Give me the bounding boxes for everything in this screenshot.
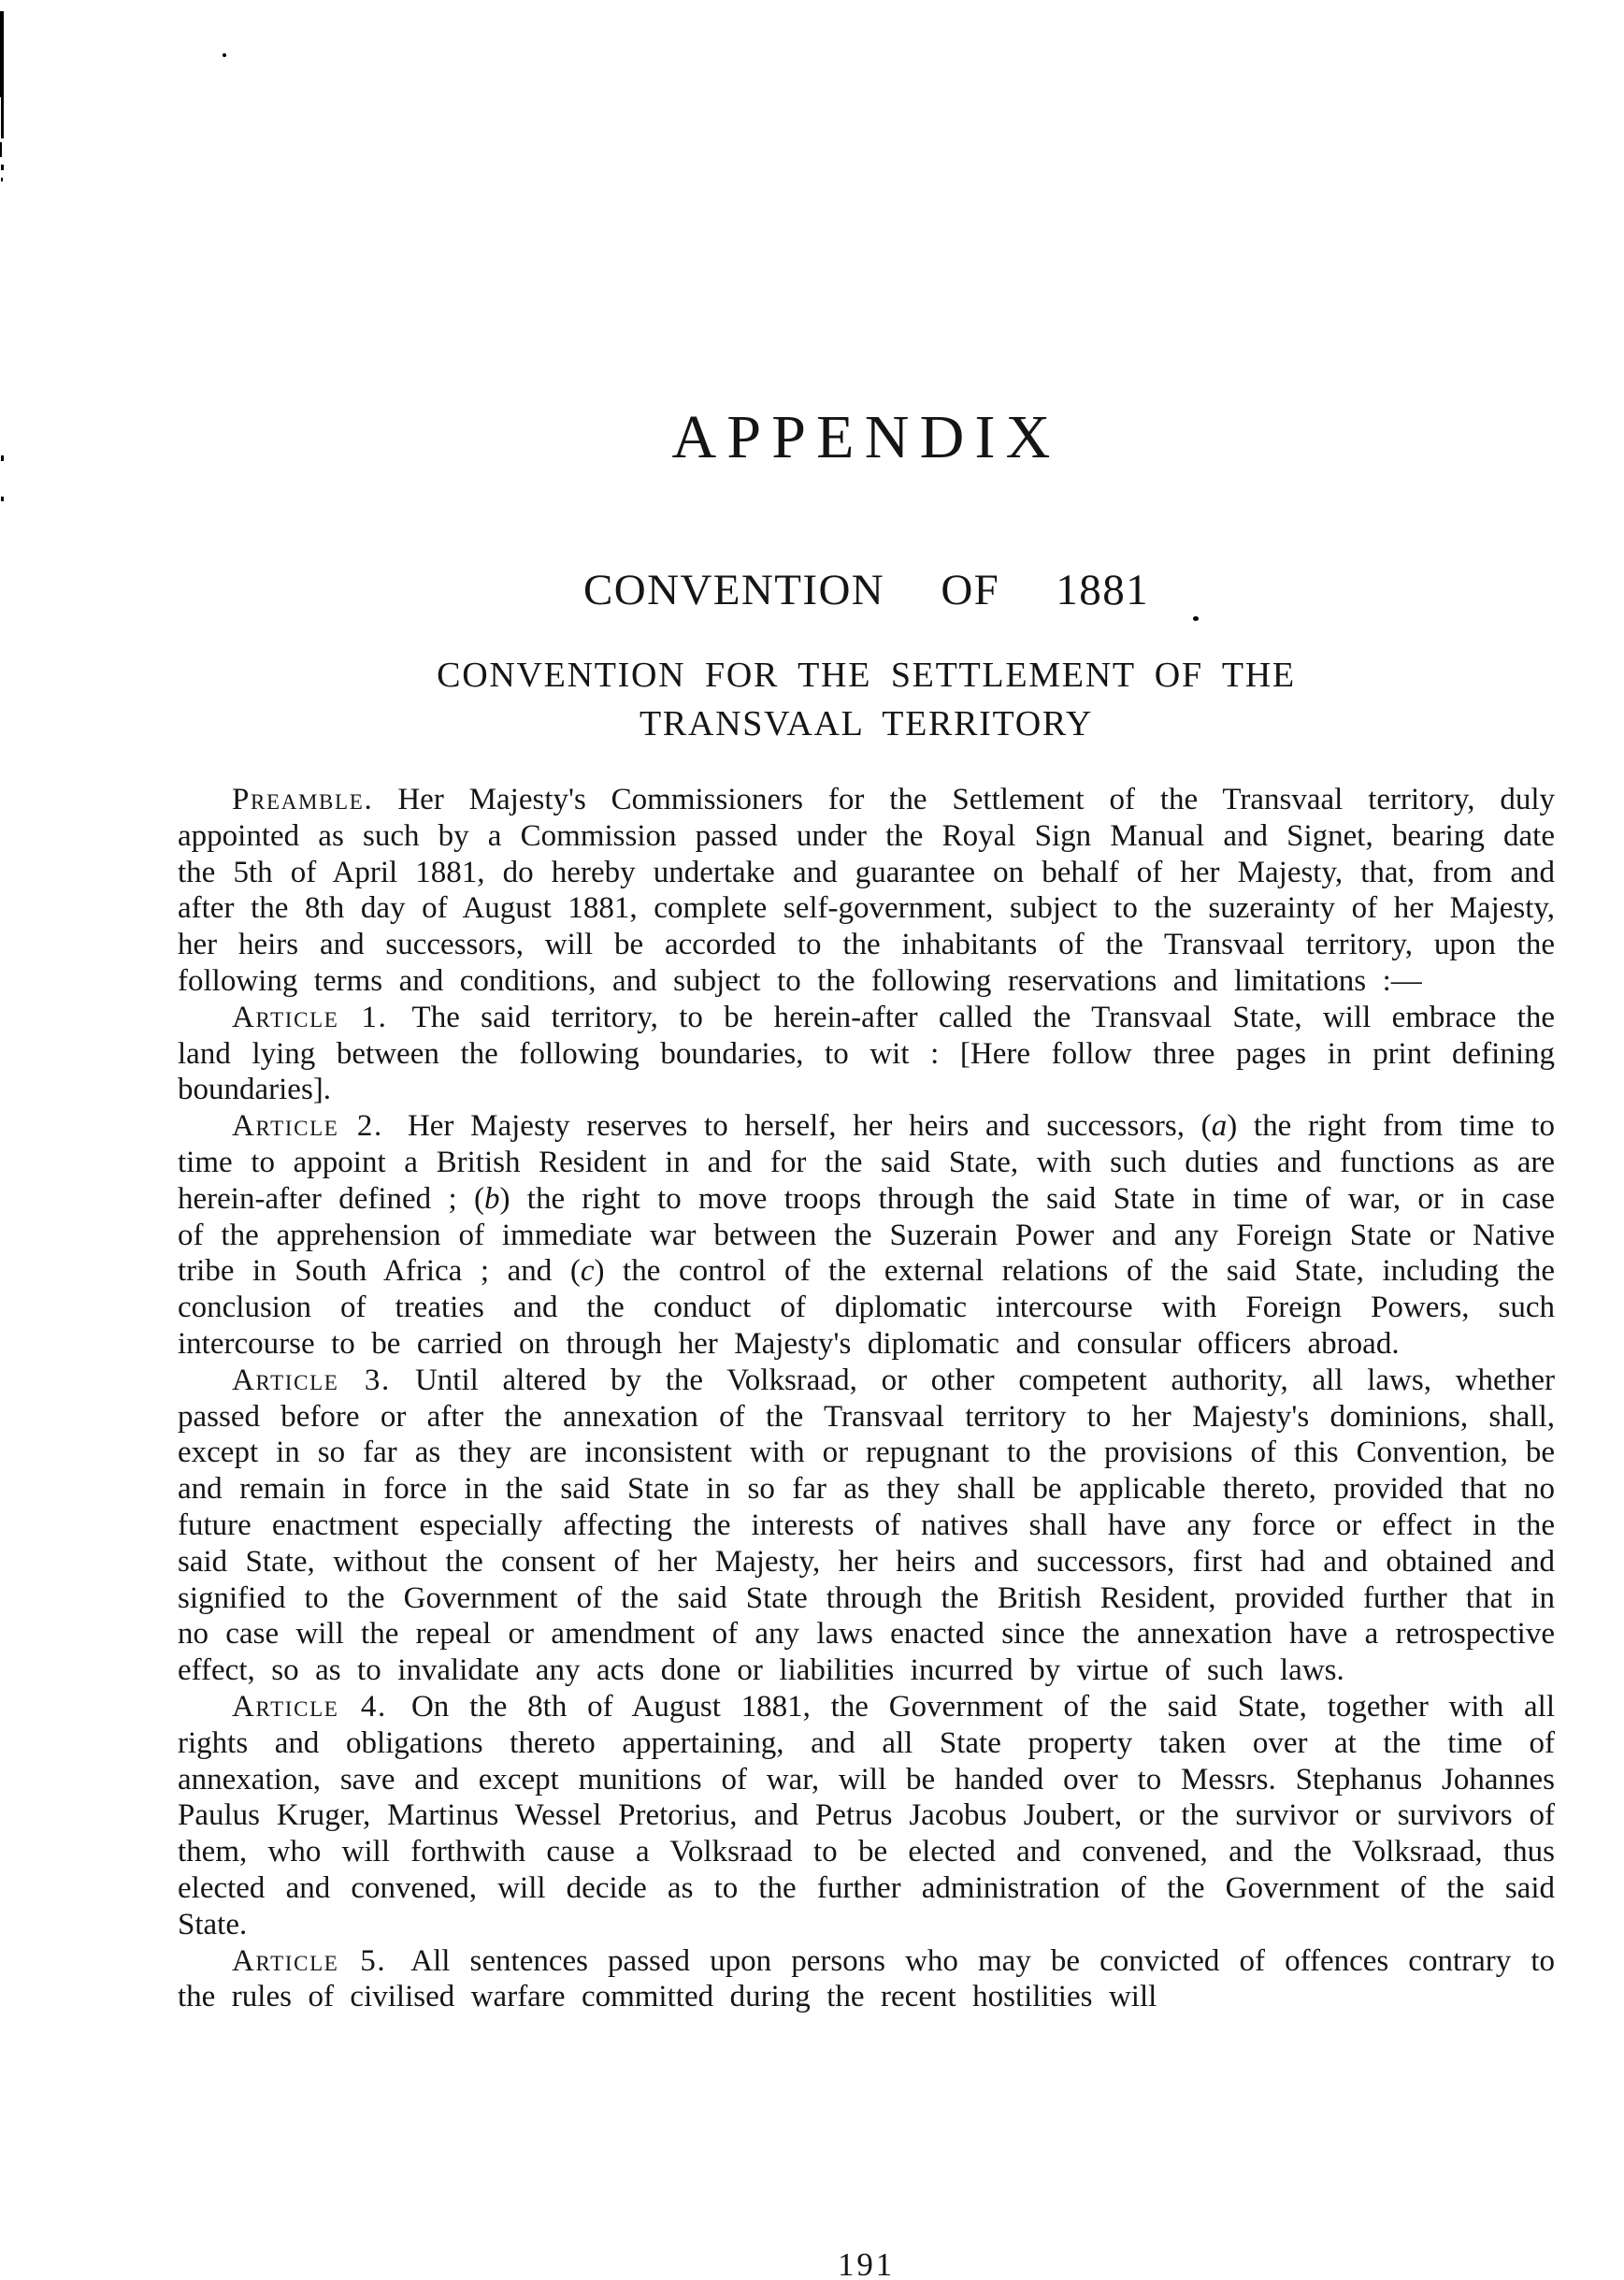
scan-speck — [1193, 616, 1199, 621]
scan-artifact-dot — [1, 165, 4, 170]
paragraph — [178, 1363, 1555, 1689]
scan-artifact-dot — [1, 455, 4, 461]
scan-artifact-dot — [1, 178, 3, 181]
paragraph — [178, 782, 1555, 1000]
scan-artifact-bar — [0, 142, 2, 157]
paragraph-body: Her Majesty reserves to herself, her heirs and successors, (a) the right from time to time to appoint a British Resident in and for the said State, with such duties and functions as are herein-after defined ; (b) the right to move troops through the said State in time of war, or in case of the apprehension of immediate war between the Suzerain Power and any Foreign State or Native tribe in South Africa ; and (c) the control of the external relations of the said State, including the conclusion of treaties and the conduct of diplomatic intercourse with Foreign Powers, such intercourse to be carried on through her Majesty's diplomatic and consular officers abroad. — [178, 1109, 1556, 1361]
subheading-line2: TRANSVAAL TERRITORY — [639, 704, 1094, 743]
paragraph-body: The said territory, to be herein-after called the Transvaal State, will embrace the land lying between the following boundaries, to wit : [Here follow three pages in print defining boundaries]. — [178, 1000, 1555, 1107]
paragraph-lead: Article 2. — [232, 1109, 383, 1144]
paragraph-lead: Article 5. — [232, 1943, 387, 1978]
paragraph-body: Her Majesty's Commissioners for the Settlement of the Transvaal territory, duly appointed as such by a Commission passed under the Royal Sign Manual and Signet, bearing date the 5th of April 1881, do hereby undertake and guarantee on behalf of her Majesty, that, from and after the 8th day of August 1881, complete self-government, subject to the suzerainty of her Majesty, her heirs and successors, will be accorded to the inhabitants of the Transvaal territory, upon the following terms and conditions, and subject to the following reservations and limitations :— — [178, 783, 1555, 998]
paragraph-lead: Article 4. — [232, 1689, 387, 1724]
paragraph-body: Until altered by the Volksraad, or other competent authority, all laws, whether passed before or after the annexation of the Transvaal territory to her Majesty's dominions, shall, except in so far as they are inconsistent with or repugnant to the provisions of this Convention, be and remain in force in the said State in so far as they shall be applicable thereto, provided that no future enactment especially affecting the interests of natives shall have any force or effect in the said State, without the consent of her Majesty, her heirs and successors, first had and obtained and signified to the Government of the said State through the British Resident, provided further that in no case will the repeal or amendment of any laws enacted since the annexation have a retrospective effect, so as to invalidate any acts done or liabilities incurred by virtue of such laws. — [178, 1363, 1555, 1688]
scan-speck — [223, 53, 226, 57]
scan-artifact-bar — [1, 97, 4, 138]
paragraph-lead: Article 3. — [232, 1363, 391, 1397]
paragraph — [178, 1689, 1555, 1943]
paragraph-lead: Article 1. — [232, 1000, 388, 1034]
paragraph-lead: Preamble. — [232, 783, 374, 816]
paragraph — [178, 1000, 1555, 1108]
page-title: APPENDIX — [671, 403, 1061, 471]
page-number: 191 — [838, 2246, 895, 2280]
subheading-line1: CONVENTION FOR THE SETTLEMENT OF THE — [437, 656, 1296, 695]
section-heading: CONVENTION OF 1881 — [582, 566, 1150, 614]
paragraph-body: On the 8th of August 1881, the Government of the said State, together with all rights and obligations thereto appertaining, and all State property taken over at the time of annexation, save and except munitions of war, will be handed over to Messrs. Stephanus Johannes Paulus Kruger, Martinus Wessel Pretorius, and Petrus Jacobus Joubert, or the survivor or survivors of them, who will forthwith cause a Volksraad to be elected and convened, and the Volksraad, thus elected and convened, will decide as to the further administration of the Government of the said State. — [178, 1689, 1556, 1941]
scan-artifact-bar — [0, 11, 4, 97]
paragraph — [178, 1108, 1555, 1363]
scan-artifact-dot — [1, 497, 4, 501]
document-body — [178, 782, 1555, 2015]
paragraph-body: All sentences passed upon persons who may be convicted of offences contrary to the rules of civilised warfare committed during the recent hostilities will — [178, 1943, 1556, 2014]
paragraph — [178, 1943, 1555, 2016]
